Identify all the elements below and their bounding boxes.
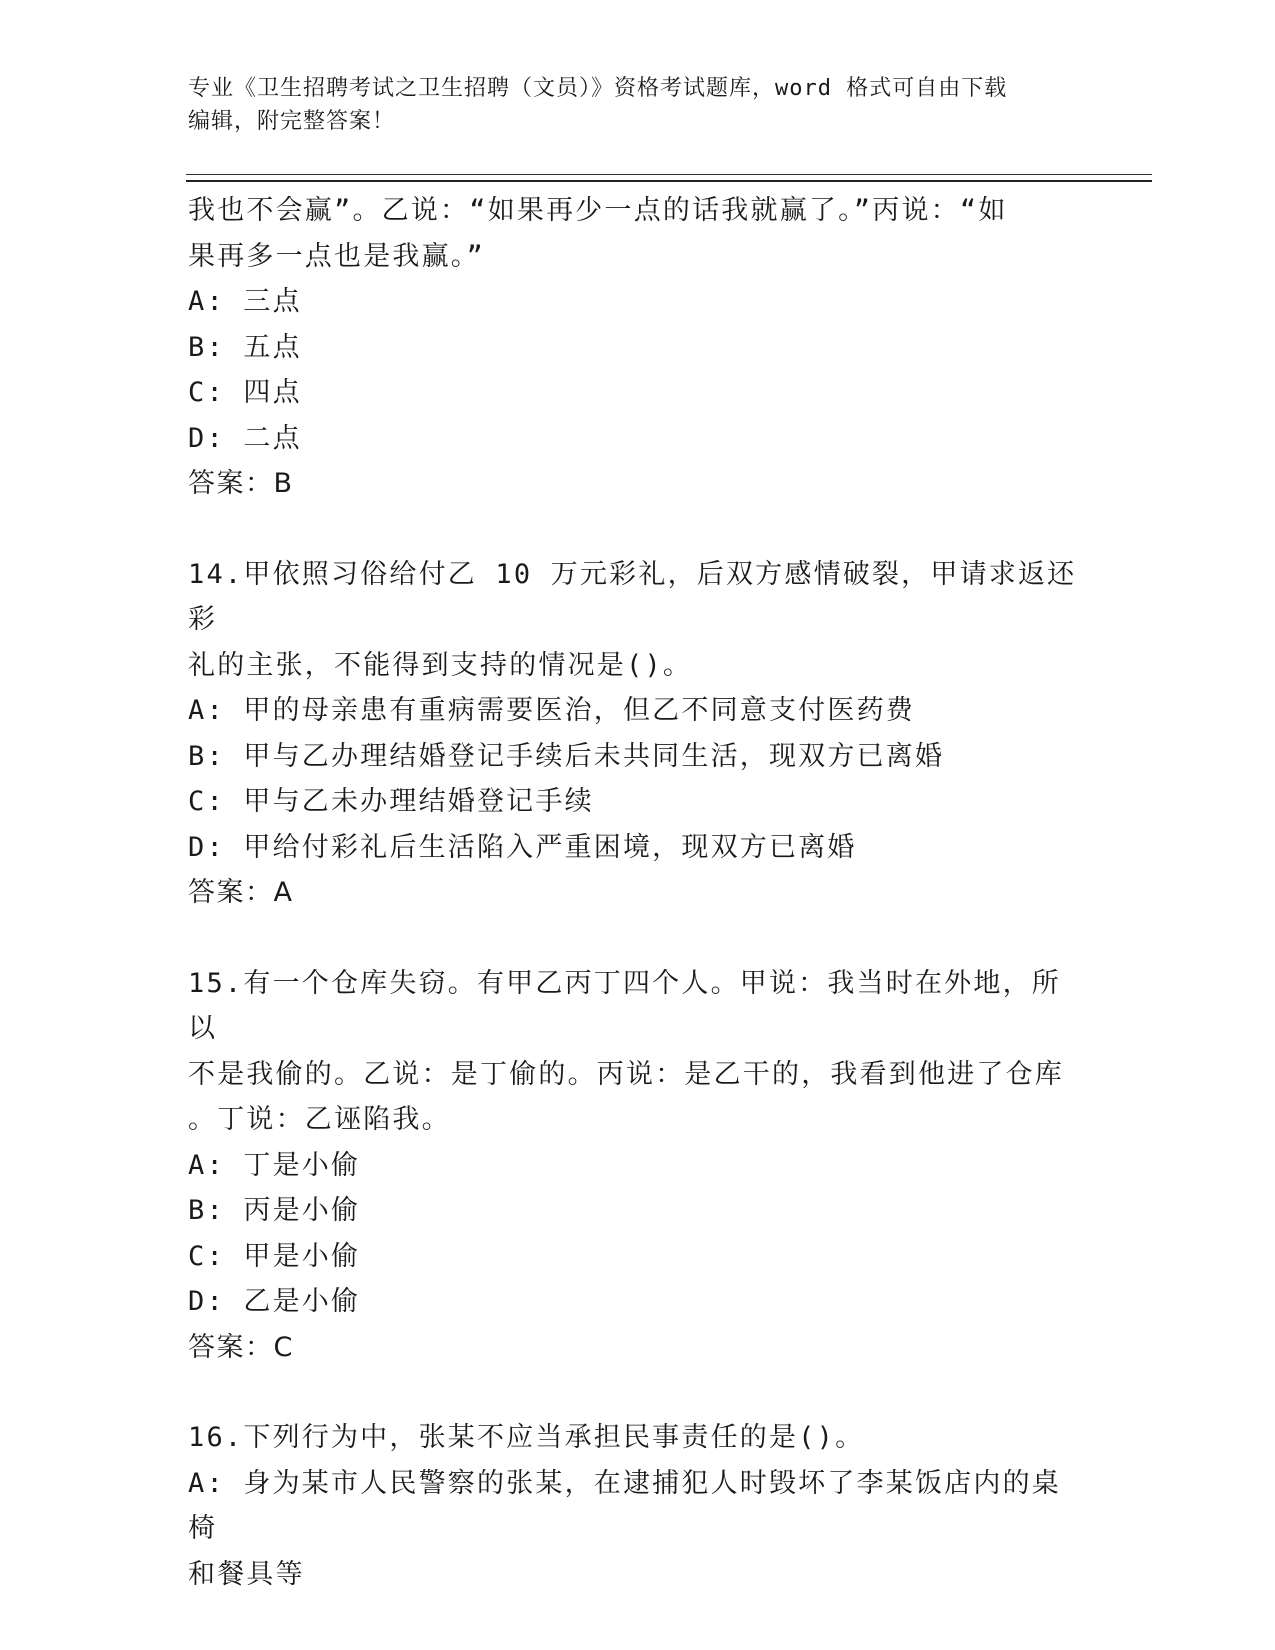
answer-line: 答案：B (188, 468, 294, 499)
header-rule-thin (186, 174, 1152, 175)
question-text: 礼的主张，不能得到支持的情况是()。 (188, 649, 693, 681)
option-c: C: 四点 (188, 377, 302, 408)
header-line-2: 编辑，附完整答案！ (188, 109, 396, 134)
option-a: A: 身为某市人民警察的张某，在逮捕犯人时毁坏了李某饭店内的桌椅 (188, 1467, 1061, 1544)
page-header (188, 72, 1088, 138)
question-text: 。丁说：乙诬陷我。 (188, 1104, 451, 1135)
question-text: 我也不会赢”。乙说：“如果再少一点的话我就赢了。”丙说：“如 (188, 195, 1008, 226)
question-text: 16.下列行为中，张某不应当承担民事责任的是()。 (188, 1422, 865, 1453)
header-line-1: 专业《卫生招聘考试之卫生招聘（文员）》资格考试题库，word 格式可自由下载 (188, 76, 1008, 101)
question-text: 14.甲依照习俗给付乙 10 万元彩礼，后双方感情破裂，甲请求返还彩 (188, 558, 1077, 635)
question-text: 果再多一点也是我赢。” (188, 240, 485, 272)
option-c: C: 甲与乙未办理结婚登记手续 (188, 786, 594, 817)
question-block (188, 961, 1088, 1371)
option-b: B: 五点 (188, 331, 302, 363)
option-a: A: 甲的母亲患有重病需要医治，但乙不同意支付医药费 (188, 695, 915, 726)
question-content (188, 188, 1088, 1597)
option-a-continued: 和餐具等 (188, 1558, 305, 1590)
question-text: 15.有一个仓库失窃。有甲乙丙丁四个人。甲说：我当时在外地，所以 (188, 967, 1061, 1044)
answer-line: 答案：C (188, 1331, 294, 1363)
question-block (188, 552, 1088, 916)
option-c: C: 甲是小偷 (188, 1240, 361, 1272)
question-text: 不是我偷的。乙说：是丁偷的。丙说：是乙干的，我看到他进了仓库 (188, 1058, 1064, 1090)
option-a: A: 三点 (188, 286, 302, 317)
question-block (188, 1415, 1088, 1597)
option-d: D: 二点 (188, 422, 302, 454)
question-block (188, 188, 1088, 507)
header-rule-thick (186, 180, 1152, 182)
option-a: A: 丁是小偷 (188, 1149, 361, 1181)
option-b: B: 甲与乙办理结婚登记手续后未共同生活，现双方已离婚 (188, 740, 945, 772)
option-b: B: 丙是小偷 (188, 1195, 361, 1226)
option-d: D: 甲给付彩礼后生活陷入严重困境，现双方已离婚 (188, 831, 857, 863)
option-d: D: 乙是小偷 (188, 1286, 361, 1317)
answer-line: 答案：A (188, 877, 294, 908)
